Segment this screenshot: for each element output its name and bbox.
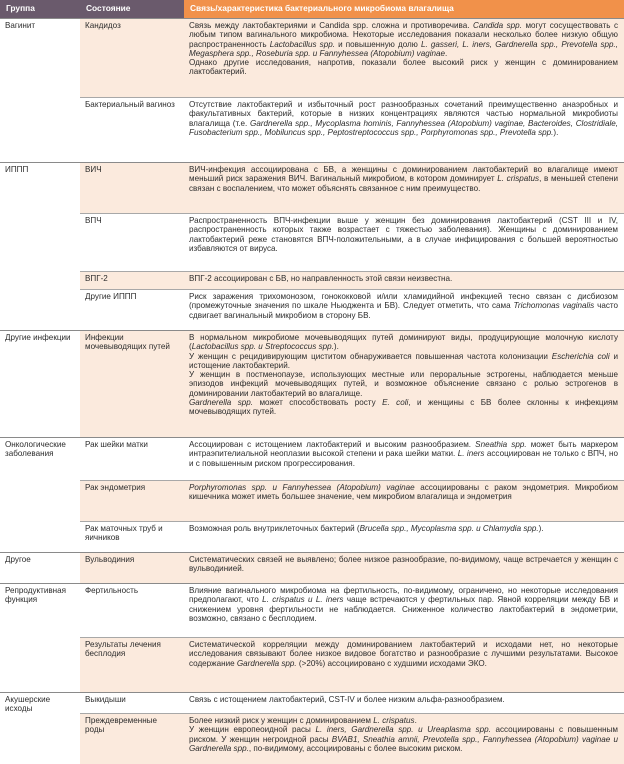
- table-row: [0, 481, 624, 522]
- group-cell: Другое: [0, 553, 80, 584]
- description-text: Более низкий риск у женщин с доминированием L. crispatus. У женщин европеоидной расы L. iners, Gardnerella spp. и Ureaplasma spp. ассоциированы с повышенным риском. У женщин негроидной расы BVAB1, Sneathia amnii, Prevotella spp., Fannyhessea (Atopobium) vaginae и Gardnerella spp., по-видимому, ассоциированы с более высоким риском.: [189, 716, 618, 762]
- description-cell: [184, 19, 624, 98]
- state-cell: ВПЧ: [80, 214, 184, 272]
- description-text: Связь между лактобактериями и Candida spp. сложна и противоречива. Candida spp. могут сосуществовать с любым типом вагинального микробиома. Некоторые исследования показали несколько более низкую общую распространенность Lactobacillus spp. и повышенную долю L. gasseri, L. iners, Gardnerella spp., Prevotella spp., Megasphera spp., Roseburia spp. и Fannyhessea (Atopobium) vaginae. Однако другие исследования, напротив, показали более высокий риск у женщин с доминированием лактобактерий.: [189, 21, 618, 95]
- description-cell: [184, 714, 624, 764]
- description-text: Ассоциирован с истощением лактобактерий и высоким разнообразием. Sneathia spp. может быть маркером интраэпителиальной неоплазии высокой степени и рака шейки матки. L. iners ассоциирован не только с ВПЧ, но и с повышенным риском прогрессирования.: [189, 440, 618, 478]
- description-text: ВИЧ-инфекция ассоциирована с БВ, а женщины с доминированием лактобактерий во влагалище имеют меньший риск заражения ВИЧ. Вагинальный микробиом, в котором доминирует L. crispatus, в меньшей степени связан с воспалением, что может объяснять связанное с ним преимущество.: [189, 165, 618, 211]
- state-cell: Фертильность: [80, 584, 184, 638]
- header-group: Группа: [0, 0, 80, 19]
- description-text: Риск заражения трихомонозом, гонококковой и/или хламидийной инфекцией тесно связан с дисбиозом (промежуточные значения по шкале Ньюджента и БВ). Следует отметить, что сама Trichomonas vaginalis часто сдвигает вагинальный микробиом в сторону БВ.: [189, 292, 618, 328]
- table-row: [0, 98, 624, 163]
- description-text: Систематической корреляции между доминированием лактобактерий и исходами нет, но некоторые исследования связывают более низкое видовое богатство и разнообразие с лучшими результатами. Высокое содержание Gardnerella spp. (>20%) ассоциировано с худшими исходами ЭКО.: [189, 640, 618, 690]
- description-cell: [184, 272, 624, 290]
- state-cell: ВПГ-2: [80, 272, 184, 290]
- group-cell: Акушерские исходы: [0, 693, 80, 764]
- table-row: [0, 693, 624, 714]
- state-cell: Кандидоз: [80, 19, 184, 98]
- group-cell: Онкологические заболевания: [0, 438, 80, 553]
- description-text: Связь с истощением лактобактерий, CST-IV и более низким альфа-разнообразием.: [189, 695, 618, 711]
- table-row: [0, 522, 624, 553]
- description-text: ВПГ-2 ассоциирован с БВ, но направленность этой связи неизвестна.: [189, 274, 618, 287]
- state-cell: Выкидыши: [80, 693, 184, 714]
- description-cell: [184, 163, 624, 214]
- table-row: [0, 331, 624, 438]
- group-cell: Репродуктивная функция: [0, 584, 80, 693]
- description-cell: [184, 438, 624, 481]
- header-state: Состояние: [80, 0, 184, 19]
- table-row: [0, 584, 624, 638]
- description-cell: [184, 290, 624, 331]
- state-cell: Другие ИППП: [80, 290, 184, 331]
- description-cell: [184, 522, 624, 553]
- description-text: Распространенность ВПЧ-инфекции выше у женщин без доминирования лактобактерий (CST III и IV, распространенность которых также возрастает с тяжестью заболевания). Женщины с доминированием лактобактерий реже становятся ВПЧ-положительными, а в случае инфицирования с большей вероятностью избавляются от вируса.: [189, 216, 618, 269]
- description-text: Porphyromonas spp. и Fannyhessea (Atopobium) vaginae ассоциированы с раком эндометрия. Микробиом кишечника может иметь большее значение, чем микробиом влагалища и эндометрия: [189, 483, 618, 519]
- table-row: [0, 19, 624, 98]
- table-row: [0, 290, 624, 331]
- table-row: [0, 272, 624, 290]
- table-header-row: [0, 0, 624, 19]
- description-cell: [184, 693, 624, 714]
- table-row: [0, 714, 624, 764]
- table-body: [0, 19, 624, 764]
- table-row: [0, 163, 624, 214]
- state-cell: Бактериальный вагиноз: [80, 98, 184, 163]
- header-description: Связь/характеристика бактериального микробиома влагалища: [184, 0, 624, 19]
- state-cell: Вульводиния: [80, 553, 184, 584]
- description-text: Систематических связей не выявлено; более низкое разнообразие, по-видимому, чаще встречается у женщин с вульводинией.: [189, 555, 618, 581]
- table-row: [0, 553, 624, 584]
- description-cell: [184, 481, 624, 522]
- state-cell: Преждевременные роды: [80, 714, 184, 764]
- description-cell: [184, 553, 624, 584]
- description-cell: [184, 214, 624, 272]
- table-row: [0, 214, 624, 272]
- state-cell: Рак эндометрия: [80, 481, 184, 522]
- group-cell: Другие инфекции: [0, 331, 80, 438]
- description-text: Влияние вагинального микробиома на фертильность, по-видимому, ограничено, но некоторые исследования предполагают, что L. crispatus и L. iners чаще встречаются у фертильных пар. Явной корреляции между БВ и снижением уровня фертильности не наблюдается. Сниженное количество лактобактерий в эндометрии, возможно, связано с бесплодием.: [189, 586, 618, 635]
- description-cell: [184, 584, 624, 638]
- state-cell: Инфекции мочевыводящих путей: [80, 331, 184, 438]
- state-cell: Результаты лечения бесплодия: [80, 638, 184, 693]
- description-text: Возможная роль внутриклеточных бактерий (Brucella spp., Mycoplasma spp. и Chlamydia spp.).: [189, 524, 618, 550]
- state-cell: Рак шейки матки: [80, 438, 184, 481]
- description-text: Отсутствие лактобактерий и избыточный рост разнообразных сочетаний преимущественно анаэробных и факультативных бактерий, которые в низких концентрациях являются частью нормальной микробиоты влагалища (т.е. Gardnerella spp., Mycoplasma hominis, Fannyhessea (Atopobium) vaginae, Bacteroides, Clostridiale, Fusobacterium spp., Mobiluncus spp., Peptostreptococcus spp., Porphyromonas spp., Prevotella spp.).: [189, 100, 618, 160]
- description-text: В нормальном микробиоме мочевыводящих путей доминируют виды, продуцирующие молочную кислоту (Lactobacillus spp. и Streptococcus spp.). У женщин с рецидивирующим циститом обнаруживается повышенная частота колонизации Escherichia coli и истощение лактобактерий. У женщин в постменопаузе, использующих местные или пероральные эстрогены, наблюдается меньше эпизодов инфекций мочевыводящих путей, и возможное объяснение связано с ролью эстрогенов в доминировании лактобактерий во влагалище. Gardnerella spp. может способствовать росту E. coli, и женщины с БВ более склонны к инфекциям мочевыводящих путей.: [189, 333, 618, 435]
- table-row: [0, 638, 624, 693]
- description-cell: [184, 331, 624, 438]
- state-cell: ВИЧ: [80, 163, 184, 214]
- table-row: [0, 438, 624, 481]
- group-cell: ИППП: [0, 163, 80, 331]
- description-cell: [184, 638, 624, 693]
- description-cell: [184, 98, 624, 163]
- state-cell: Рак маточных труб и яичников: [80, 522, 184, 553]
- group-cell: Вагинит: [0, 19, 80, 163]
